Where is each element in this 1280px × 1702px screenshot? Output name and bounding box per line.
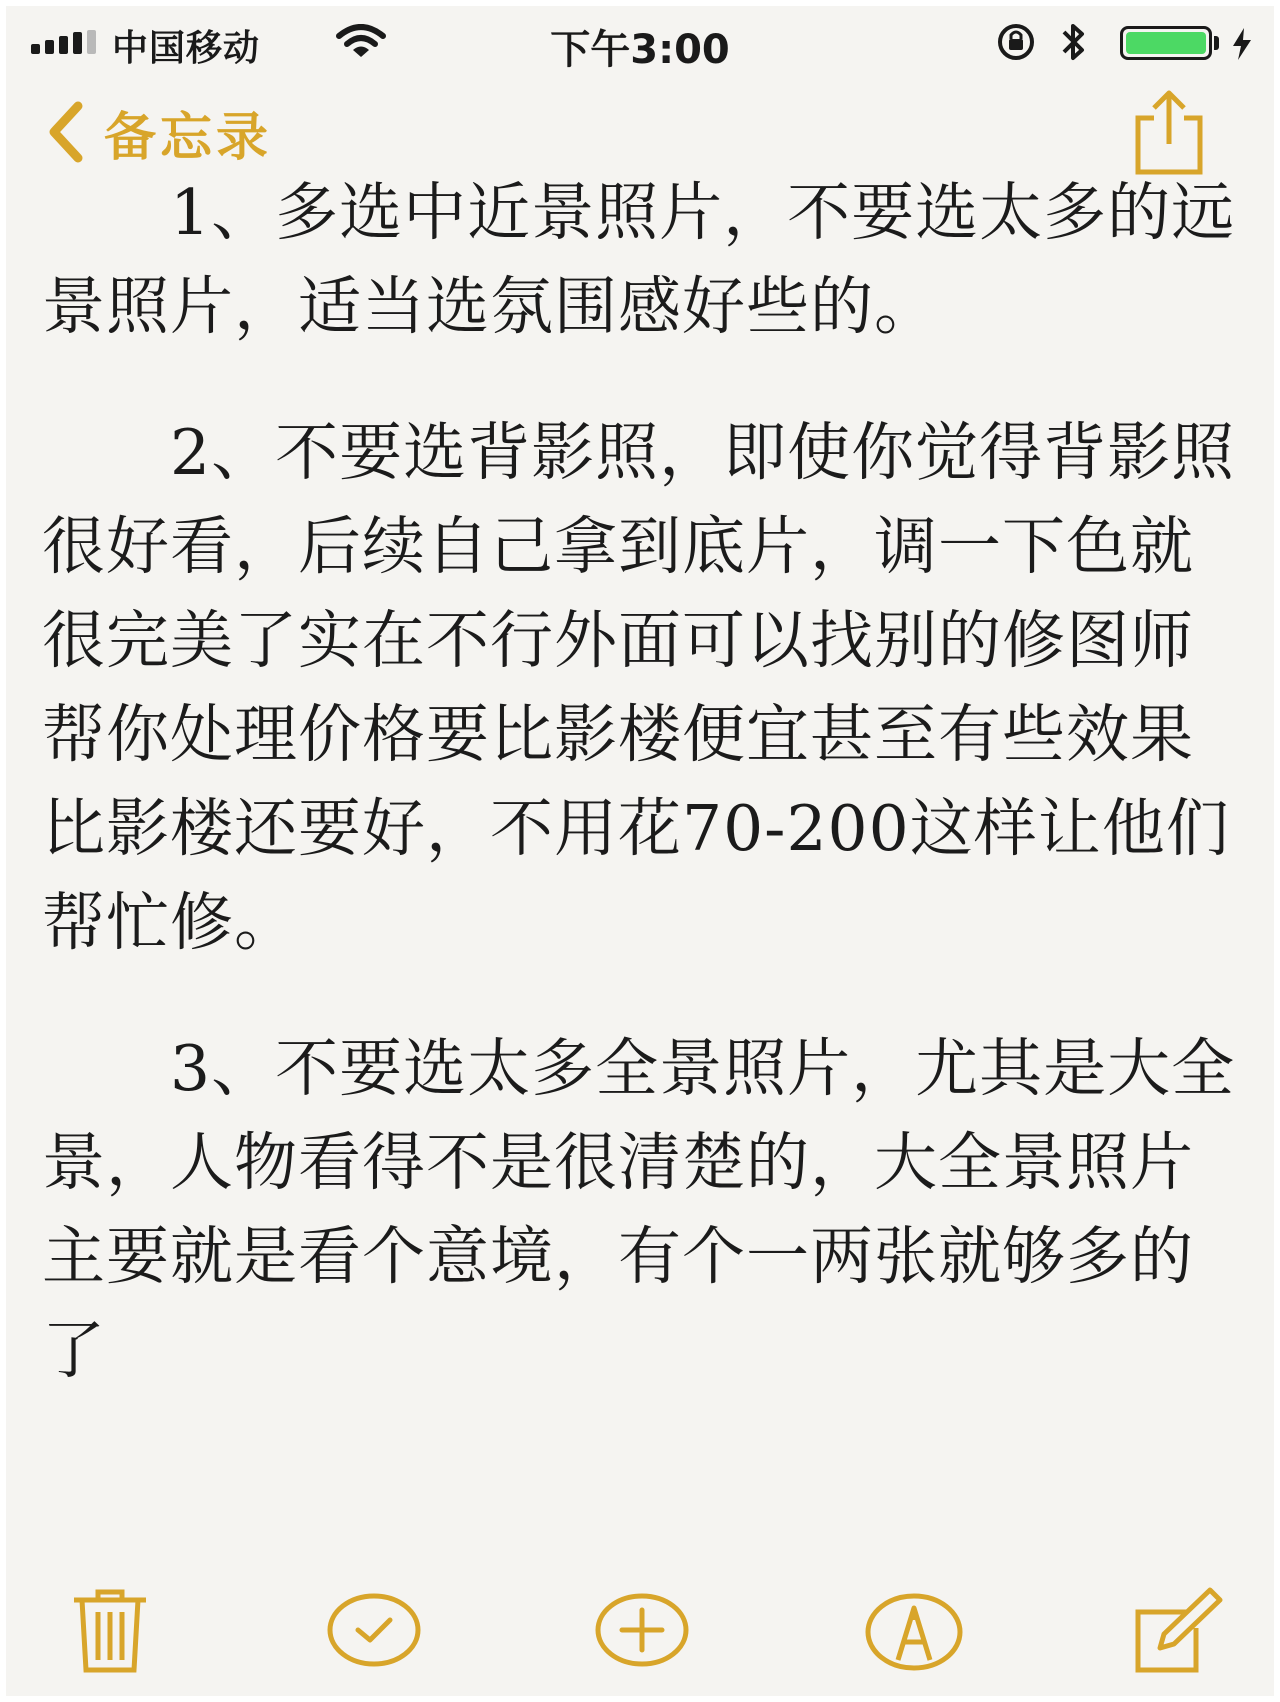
status-time: 下午3:00 [550,27,730,73]
note-paragraph-2: 2、不要选背影照，即使你觉得背影照很好看，后续自己拿到底片，调一下色就很完美了实在不行外面可以找别的修图师帮你处理价格要比影楼便宜甚至有些效果比影楼还要好，不用花70-200这样让他们帮忙修。 [42,416,1236,959]
note-body[interactable] [42,166,1248,1450]
battery-icon [1120,26,1212,60]
compose-icon [1130,1586,1226,1676]
note-paragraph-3: 3、不要选太多全景照片，尤其是大全景，人物看得不是很清楚的，大全景照片主要就是看个意境，有个一两张就够多的了 [42,1032,1236,1387]
delete-button[interactable] [70,1586,150,1680]
markup-icon [864,1590,964,1674]
back-label: 备忘录 [104,107,273,168]
back-button[interactable] [46,92,272,172]
trash-icon [70,1586,150,1676]
bluetooth-icon [1060,20,1088,68]
markup-button[interactable] [864,1590,964,1678]
battery-level [1126,32,1206,54]
carrier-name: 中国移动 [112,28,261,69]
checklist-icon [326,1590,422,1670]
battery-cap [1214,36,1219,50]
bottom-toolbar [6,1586,1274,1696]
rotation-lock-icon [994,22,1038,66]
checklist-button[interactable] [326,1590,422,1674]
share-icon [1124,88,1214,178]
notes-screen [6,6,1274,1696]
chevron-left-icon [46,100,86,164]
charging-icon [1230,26,1254,66]
add-icon [594,1590,690,1670]
compose-button[interactable] [1130,1586,1226,1680]
status-bar [6,6,1274,76]
note-paragraph-1: 1、多选中近景照片，不要选太多的远景照片，适当选氛围感好些的。 [42,176,1236,343]
add-button[interactable] [594,1590,690,1674]
